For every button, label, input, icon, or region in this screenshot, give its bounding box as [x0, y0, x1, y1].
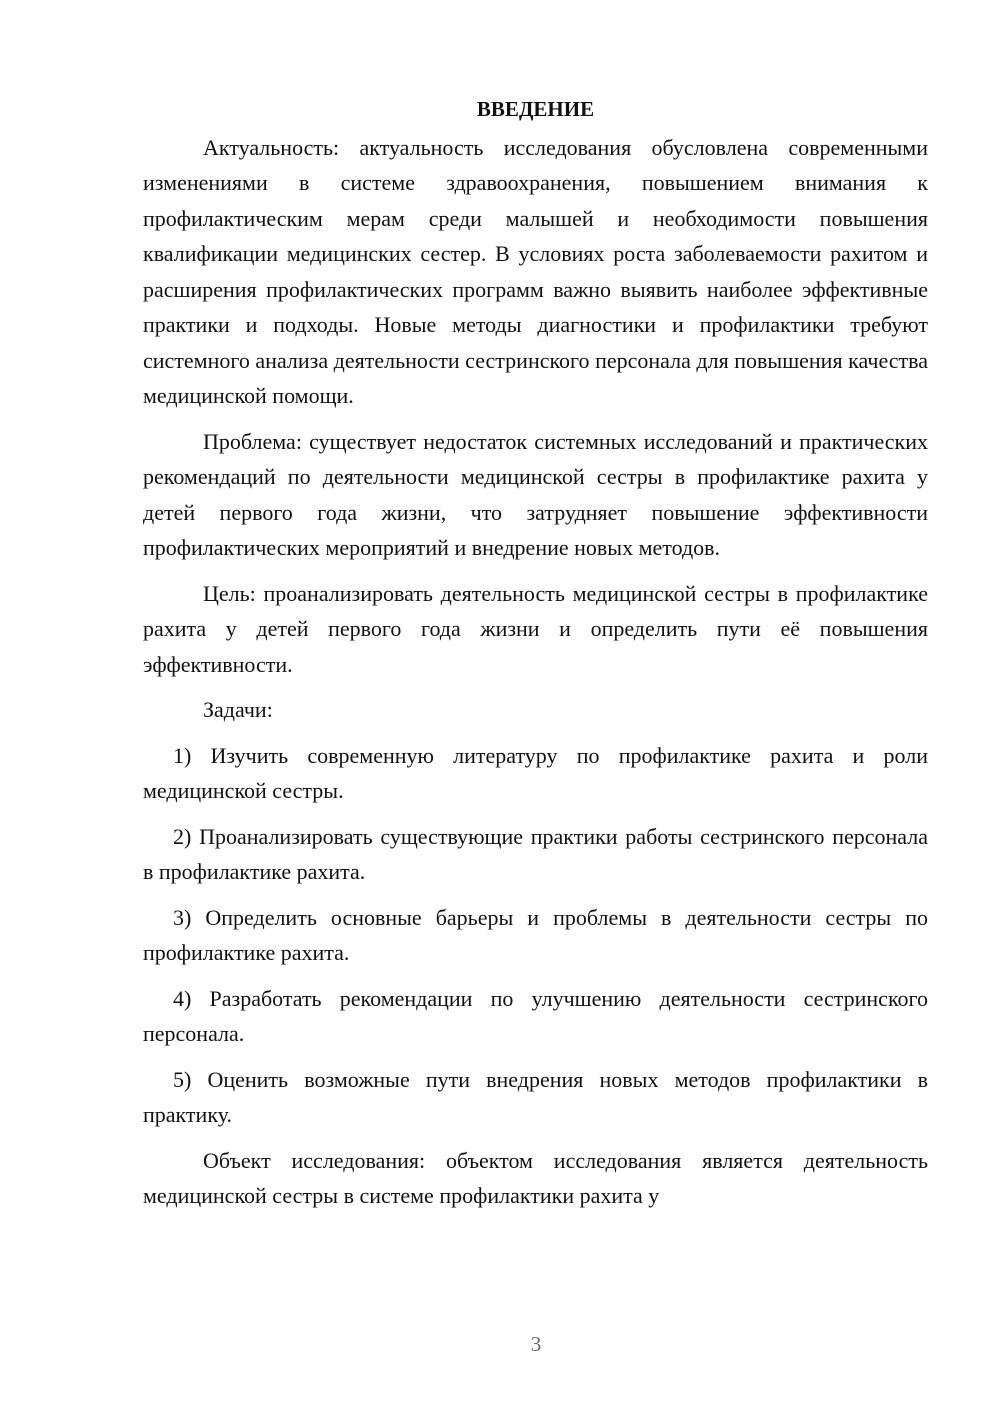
document-page: [143, 92, 928, 1224]
tasks-heading: Задачи:: [203, 697, 273, 722]
task-item: 1) Изучить современную литературу по профилактике рахита и роли медицинской сестры.: [143, 742, 928, 803]
task-item: 5) Оценить возможные пути внедрения новых методов профилактики в практику.: [143, 1066, 928, 1127]
page-number: 3: [530, 1332, 542, 1356]
object-paragraph: Объект исследования: объектом исследования является деятельность медицинской сестры в системе профилактики рахита у: [143, 1147, 928, 1208]
problem-paragraph: Проблема: существует недостаток системных исследований и практических рекомендаций по деятельности медицинской сестры в профилактике рахита у детей первого года жизни, что затрудняет повышение эффективности профилактических мероприятий и внедрение новых методов.: [143, 428, 928, 560]
task-item: 3) Определить основные барьеры и проблемы в деятельности сестры по профилактике рахита.: [143, 904, 928, 965]
relevance-paragraph: Актуальность: актуальность исследования обусловлена современными изменениями в системе здравоохранения, повышением внимания к профилактическим мерам среди малышей и необходимости повышения квалификации медицинских сестер. В условиях роста заболеваемости рахитом и расширения профилактических программ важно выявить наиболее эффективные практики и подходы. Новые методы диагностики и профилактики требуют системного анализа деятельности сестринского персонала для повышения качества медицинской помощи.: [143, 134, 928, 408]
task-item: 4) Разработать рекомендации по улучшению деятельности сестринского персонала.: [143, 985, 928, 1046]
task-list: [143, 738, 928, 1133]
task-item: 2) Проанализировать существующие практики работы сестринского персонала в профилактике рахита.: [143, 823, 928, 884]
goal-paragraph: Цель: проанализировать деятельность медицинской сестры в профилактике рахита у детей первого года жизни и определить пути её повышения эффективности.: [143, 580, 928, 677]
section-title: ВВЕДЕНИЕ: [476, 97, 595, 121]
